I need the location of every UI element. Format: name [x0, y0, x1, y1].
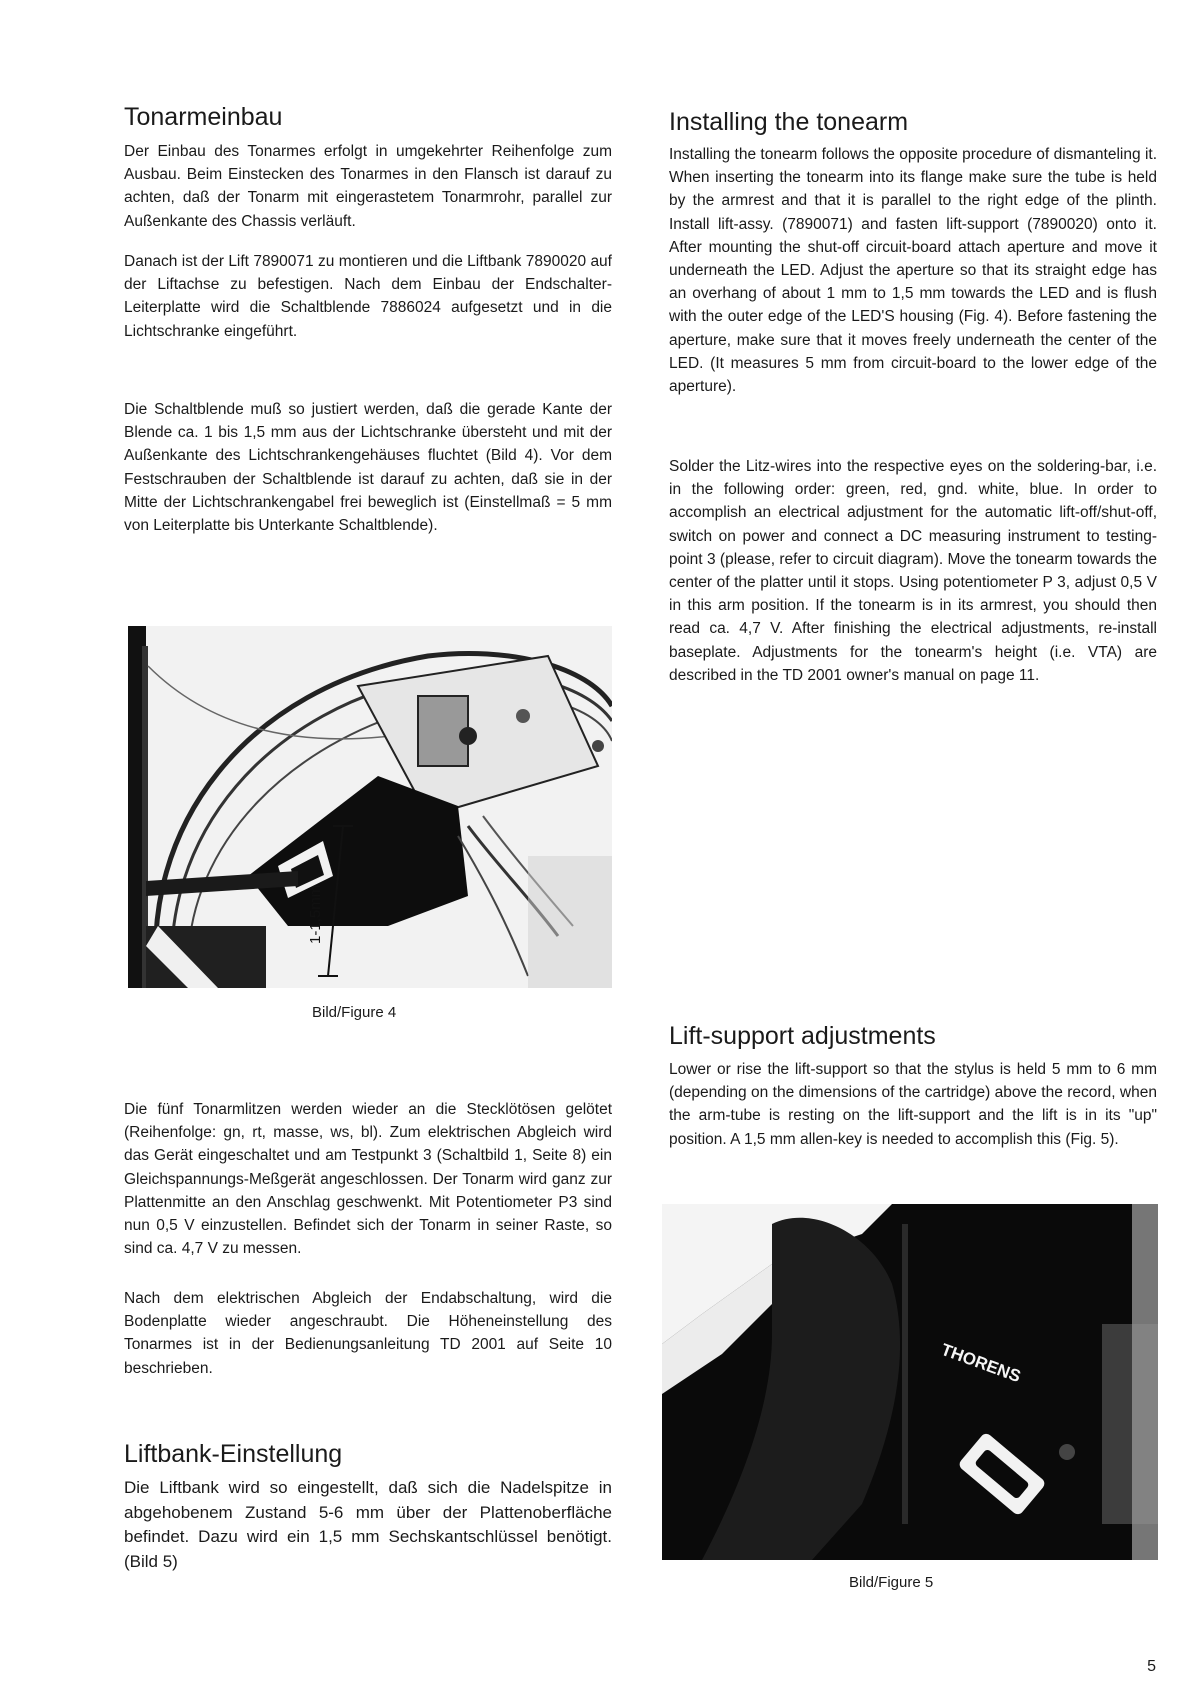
figure-4-caption: Bild/Figure 4: [312, 1004, 397, 1021]
paragraph-schaltblende: Die Schaltblende muß so justiert werden, daß die gerade Kante der Blende ca. 1 bis 1,5 mm aus der Lichtschranke übersteht und mit der Außenkante des Lichtschrankengehäuses fluchtet (Bild 4). Vor dem Festschrauben der Schaltblende ist darauf zu achten, daß sie in der Mitte der Lichtschrankengabel frei beweglich ist (Einstellmaß = 5 mm von Leiterplatte bis Unterkante Schaltblende).: [124, 401, 612, 535]
paragraph-lift-montage: Danach ist der Lift 7890071 zu montieren und die Liftbank 7890020 auf der Liftachse zu befestigen. Nach dem Einbau der Endschalter-Leiterplatte wird die Schaltblende 7886024 aufgesetzt und in die Lichtschranke eingeführt.: [124, 253, 612, 340]
figure-5-caption: Bild/Figure 5: [849, 1574, 934, 1591]
heading-tonarmeinbau: Tonarmeinbau: [124, 103, 283, 131]
paragraph-liftbank: Die Liftbank wird so eingestellt, daß sich die Nadelspitze in abgehobenem Zustand 5-6 mm über der Plattenoberfläche befindet. Dazu wird ein 1,5 mm Sechskantschlüssel benötigt. (Bild 5): [124, 1478, 612, 1571]
paragraph-lift-support: Lower or rise the lift-support so that the stylus is held 5 mm to 6 mm (depending on the dimensions of the cartridge) above the record, when the arm-tube is resting on the lift-support and the lift is in its "up" position. A 1,5 mm allen-key is needed to accomplish this (Fig. 5).: [669, 1061, 1157, 1148]
paragraph-bodenplatte: Nach dem elektrischen Abgleich der Endabschaltung, wird die Bodenplatte wieder angeschraubt. Die Höheneinstellung des Tonarmes ist in der Bedienungsanleitung TD 2001 auf Seite 10 beschrieben.: [124, 1290, 612, 1377]
figure-4-photo: [128, 626, 612, 988]
paragraph-einbau: Der Einbau des Tonarmes erfolgt in umgekehrter Reihenfolge zum Ausbau. Beim Einstecken des Tonarmes in den Flansch ist darauf zu achten, daß der Tonarm mit eingerastetem Tonarmrohr, parallel zur Außenkante des Chassis verläuft.: [124, 143, 612, 230]
heading-installing-tonearm: Installing the tonearm: [669, 108, 909, 136]
paragraph-soldering: Solder the Litz-wires into the respective eyes on the soldering-bar, i.e. in the following order: green, red, gnd. white, blue. In order to accomplish an electrical adjustment for the automatic lift-off/shut-off, switch on power and connect a DC measuring instrument to testing-point 3 (please, refer to circuit diagram). Move the tonearm towards the center of the platter until it stops. Using potentiometer P 3, adjust 0,5 V in this arm position. If the tonearm is in its armrest, you should then read ca. 4,7 V. After finishing the electrical adjustments, re-install baseplate. Adjustments for the tonearm's height (i.e. VTA) are described in the TD 2001 owner's manual on page 11.: [669, 458, 1157, 684]
figure-4-dimension-label: 1-1,5mm: [307, 884, 324, 944]
paragraph-installing: Installing the tonearm follows the opposite procedure of dismanteling it. When inserting the tonearm into its flange make sure the tube is held by the armrest and that it is parallel to the right edge of the plinth. Install lift-assy. (7890071) and fasten lift-support (7890020) onto it. After mounting the shut-off circuit-board attach aperture and move it underneath the LED. Adjust the aperture so that its straight edge has an overhang of about 1 mm to 1,5 mm towards the LED and is flush with the outer edge of the LED'S housing (Fig. 4). Before fastening the aperture, make sure that it moves freely underneath the center of the LED. (It measures 5 mm from circuit-board to the lower edge of the aperture).: [669, 146, 1157, 396]
heading-liftbank-einstellung: Liftbank-Einstellung: [124, 1440, 343, 1468]
paragraph-tonarmlitzen: Die fünf Tonarmlitzen werden wieder an die Stecklötösen gelötet (Reihenfolge: gn, rt, masse, ws, bl). Zum elektrischen Abgleich wird das Gerät eingeschaltet und am Testpunkt 3 (Schaltbild 1, Seite 8) ein Gleichspannungs-Meßgerät angeschlossen. Der Tonarm wird ganz zur Plattenmitte an den Anschlag geschwenkt. Mit Potentiometer P3 sind nun 0,5 V einzustellen. Befindet sich der Tonarm in seiner Raste, so sind ca. 4,7 V zu messen.: [124, 1101, 612, 1258]
thorens-logo: THORENS: [938, 1339, 1024, 1387]
page-number: 5: [1147, 1658, 1156, 1675]
figure-5-photo: [662, 1204, 1158, 1560]
heading-lift-support: Lift-support adjustments: [669, 1022, 936, 1050]
